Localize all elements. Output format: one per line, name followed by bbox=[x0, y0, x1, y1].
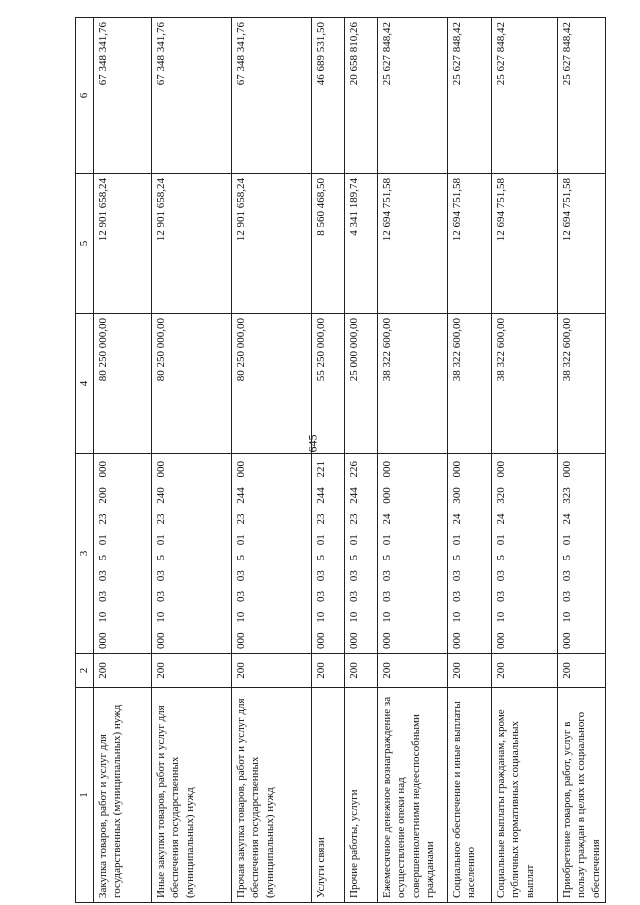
approved-amount-cell: 38 322 600,00 bbox=[491, 314, 557, 454]
column-number: 4 bbox=[76, 314, 94, 454]
column-number: 2 bbox=[76, 654, 94, 688]
budget-code-cell: 000 10 03 03 5 01 23 244 221 bbox=[311, 454, 344, 654]
executed-amount-cell: 12 694 751,58 bbox=[377, 174, 447, 314]
budget-code-cell: 000 10 03 03 5 01 24 300 000 bbox=[447, 454, 491, 654]
remaining-amount-cell: 46 689 531,50 bbox=[311, 18, 344, 174]
line-code-cell: 200 bbox=[231, 654, 311, 688]
row-name-cell: Услуги связи bbox=[311, 688, 344, 903]
budget-code-cell: 000 10 03 03 5 01 23 200 000 bbox=[93, 454, 151, 654]
approved-amount-cell: 80 250 000,00 bbox=[231, 314, 311, 454]
column-number-row bbox=[76, 18, 94, 903]
executed-amount-cell: 12 901 658,24 bbox=[231, 174, 311, 314]
page-number: 645 bbox=[305, 434, 320, 453]
row-name-cell: Прочие работы, услуги bbox=[344, 688, 377, 903]
remaining-amount-cell: 25 627 848,42 bbox=[557, 18, 606, 174]
budget-code-cell: 000 10 03 03 5 01 24 000 000 bbox=[377, 454, 447, 654]
line-code-cell: 200 bbox=[377, 654, 447, 688]
approved-amount-cell: 80 250 000,00 bbox=[93, 314, 151, 454]
table-row bbox=[377, 18, 447, 903]
line-code-cell: 200 bbox=[447, 654, 491, 688]
budget-table-container bbox=[75, 18, 633, 903]
table-row bbox=[151, 18, 231, 903]
table-row bbox=[311, 18, 344, 903]
remaining-amount-cell: 20 658 810,26 bbox=[344, 18, 377, 174]
executed-amount-cell: 12 694 751,58 bbox=[491, 174, 557, 314]
approved-amount-cell: 38 322 600,00 bbox=[557, 314, 606, 454]
line-code-cell: 200 bbox=[93, 654, 151, 688]
column-number: 6 bbox=[76, 18, 94, 174]
row-name-cell: Ежемесячное денежное вознаграждение за осуществление опеки над совершеннолетними недееспособными гражданами bbox=[377, 688, 447, 903]
table-row bbox=[447, 18, 491, 903]
row-name-cell: Приобретение товаров, работ, услуг в пользу граждан в целях их социального обеспечения bbox=[557, 688, 606, 903]
executed-amount-cell: 12 694 751,58 bbox=[447, 174, 491, 314]
approved-amount-cell: 38 322 600,00 bbox=[447, 314, 491, 454]
remaining-amount-cell: 25 627 848,42 bbox=[447, 18, 491, 174]
line-code-cell: 200 bbox=[151, 654, 231, 688]
remaining-amount-cell: 25 627 848,42 bbox=[377, 18, 447, 174]
budget-code-cell: 000 10 03 03 5 01 23 244 226 bbox=[344, 454, 377, 654]
approved-amount-cell: 38 322 600,00 bbox=[377, 314, 447, 454]
table-row bbox=[93, 18, 151, 903]
line-code-cell: 200 bbox=[311, 654, 344, 688]
column-number: 1 bbox=[76, 688, 94, 903]
row-name-cell: Социальные выплаты гражданам, кроме публичных нормативных социальных выплат bbox=[491, 688, 557, 903]
budget-code-cell: 000 10 03 03 5 01 24 323 000 bbox=[557, 454, 606, 654]
row-name-cell: Социальное обеспечение и иные выплаты населению bbox=[447, 688, 491, 903]
executed-amount-cell: 4 341 189,74 bbox=[344, 174, 377, 314]
line-code-cell: 200 bbox=[344, 654, 377, 688]
table-row bbox=[557, 18, 606, 903]
budget-table bbox=[75, 17, 606, 903]
executed-amount-cell: 12 901 658,24 bbox=[151, 174, 231, 314]
remaining-amount-cell: 67 348 341,76 bbox=[151, 18, 231, 174]
line-code-cell: 200 bbox=[557, 654, 606, 688]
budget-code-cell: 000 10 03 03 5 01 24 320 000 bbox=[491, 454, 557, 654]
remaining-amount-cell: 67 348 341,76 bbox=[231, 18, 311, 174]
line-code-cell: 200 bbox=[491, 654, 557, 688]
executed-amount-cell: 12 901 658,24 bbox=[93, 174, 151, 314]
approved-amount-cell: 55 250 000,00 bbox=[311, 314, 344, 454]
remaining-amount-cell: 67 348 341,76 bbox=[93, 18, 151, 174]
table-row bbox=[231, 18, 311, 903]
table-row bbox=[344, 18, 377, 903]
approved-amount-cell: 25 000 000,00 bbox=[344, 314, 377, 454]
column-number: 5 bbox=[76, 174, 94, 314]
budget-code-cell: 000 10 03 03 5 01 23 240 000 bbox=[151, 454, 231, 654]
remaining-amount-cell: 25 627 848,42 bbox=[491, 18, 557, 174]
row-name-cell: Прочая закупка товаров, работ и услуг для обеспечения государственных (муниципальных) нужд bbox=[231, 688, 311, 903]
executed-amount-cell: 8 560 468,50 bbox=[311, 174, 344, 314]
column-number: 3 bbox=[76, 454, 94, 654]
table-row bbox=[491, 18, 557, 903]
approved-amount-cell: 80 250 000,00 bbox=[151, 314, 231, 454]
budget-code-cell: 000 10 03 03 5 01 23 244 000 bbox=[231, 454, 311, 654]
row-name-cell: Закупка товаров, работ и услуг для государственных (муниципальных) нужд bbox=[93, 688, 151, 903]
row-name-cell: Иные закупки товаров, работ и услуг для обеспечения государственных (муниципальных) нужд bbox=[151, 688, 231, 903]
executed-amount-cell: 12 694 751,58 bbox=[557, 174, 606, 314]
